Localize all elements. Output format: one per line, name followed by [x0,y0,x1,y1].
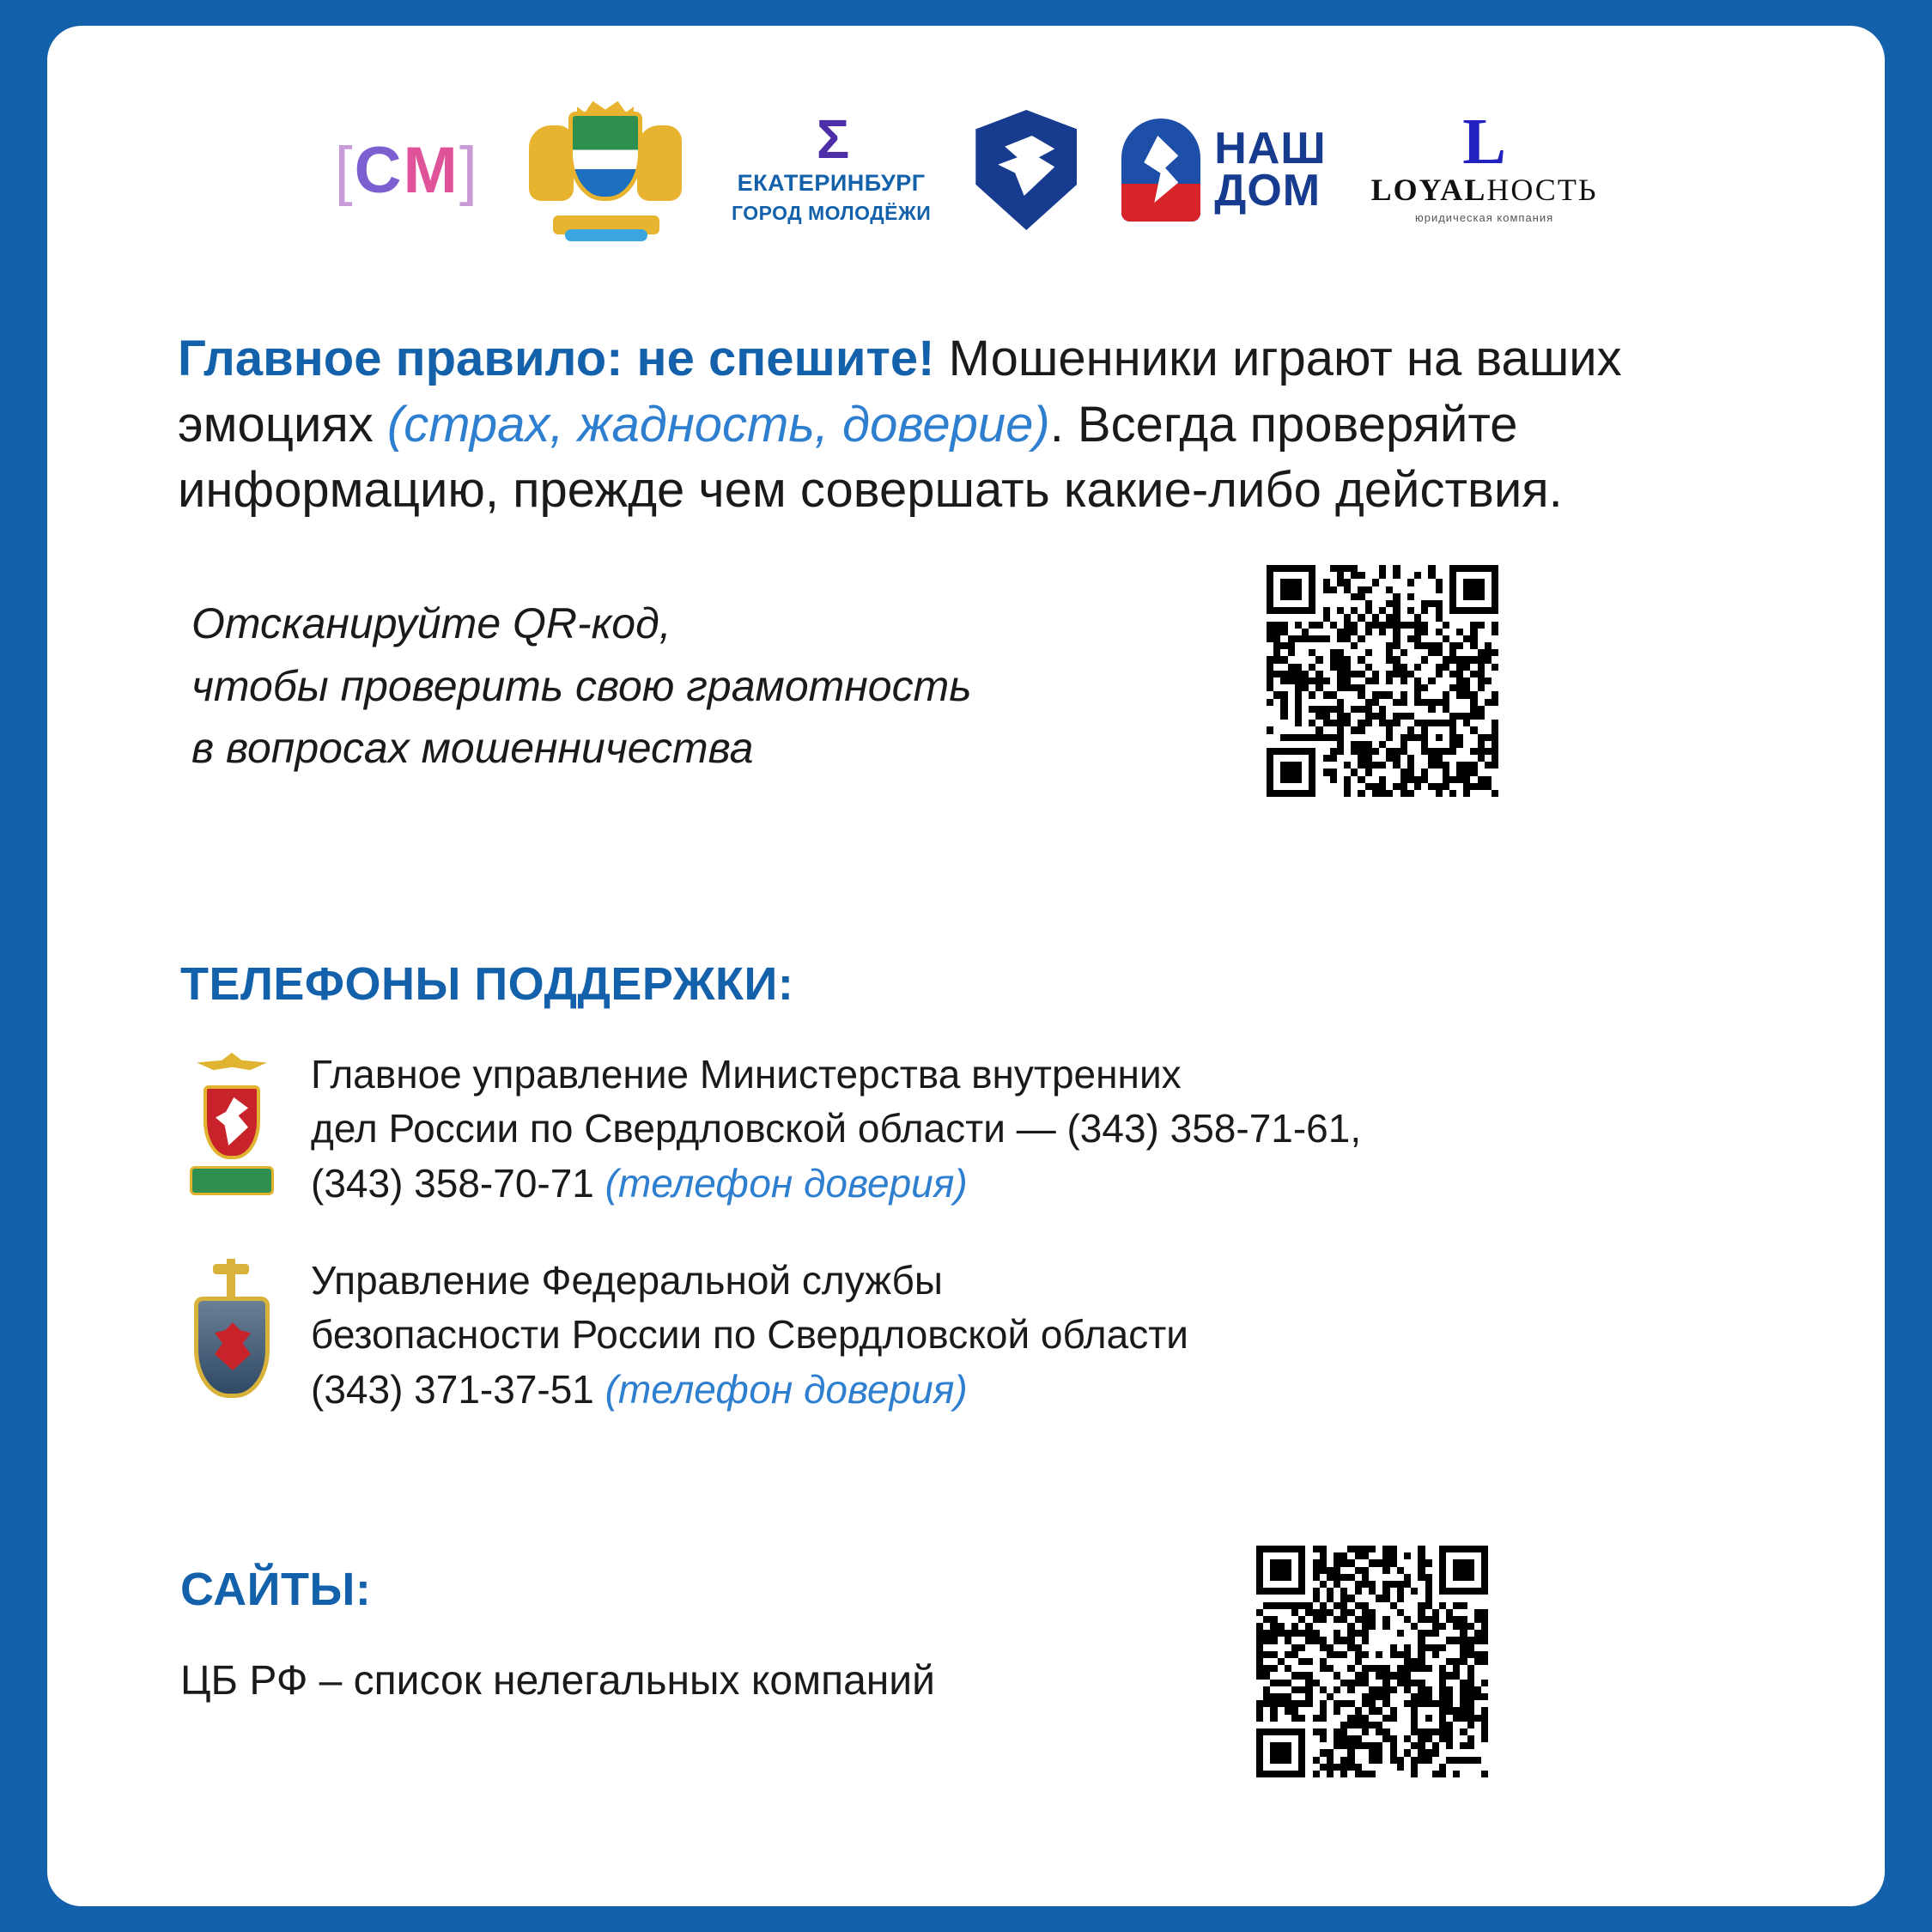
nash-dom-logo [1121,101,1326,239]
partner-logos [47,93,1885,247]
qr-instruction [191,592,1162,780]
qr-code-literacy-test[interactable] [1267,565,1499,798]
fsb-emblem [180,1254,283,1417]
contact-mvd-line1: Главное управление Министерства внутренних [311,1052,1182,1097]
contact-fsb [180,1254,1188,1417]
mvd-emblem [180,1048,283,1211]
ekb-mark: Σ [816,108,847,171]
loyalnost-name-part2: НОСТЬ [1486,172,1598,207]
loyalnost-name-part1: LOYAL [1370,172,1487,207]
nash-dom-line1: НАШ [1214,123,1327,173]
qr-instruction-line3: в вопросах мошенничества [191,724,754,772]
main-paragraph-highlight: Главное правило: не спешите! [178,331,935,386]
ekb-line1: ЕКАТЕРИНБУРГ [737,169,926,196]
contact-fsb-line1: Управление Федеральной службы [311,1258,943,1303]
house-icon [1121,118,1200,222]
poster-card [47,26,1885,1906]
ekaterinburg-coat-of-arms [524,101,687,239]
loyalnost-subtitle: юридическая компания [1414,210,1554,224]
ekaterinburg-city-of-youth-logo [732,101,931,239]
phones-section-title: ТЕЛЕФОНЫ ПОДДЕРЖКИ: [180,958,794,1010]
loyalnost-mark: L [1462,106,1506,179]
contact-fsb-phone: (343) 371-37-51 [311,1366,605,1412]
sites-section-title: САЙТЫ: [180,1564,372,1615]
contact-mvd-phone-note: (телефон доверия) [605,1160,968,1206]
main-paragraph [178,326,1775,524]
ekb-line2: ГОРОД МОЛОДЁЖИ [731,201,932,224]
contact-mvd-line2: дел России по Свердловской области — (343) 358-71-61, [311,1106,1362,1151]
qr-instruction-line2: чтобы проверить свою грамотность [191,661,972,710]
qr-instruction-line1: Отсканируйте QR-код, [191,599,671,647]
main-paragraph-part1: Мошенники играют на ваших эмоциях [178,331,1622,453]
main-paragraph-italic: (страх, жадность, доверие) [386,396,1050,453]
loyalnost-logo [1371,101,1598,239]
qr-code-cbr-illegal-companies[interactable] [1256,1546,1489,1778]
cm-logo: [ C M ] [334,133,479,207]
nash-dom-line2: ДОМ [1214,166,1321,216]
contact-mvd-phone: (343) 358-70-71 [311,1160,605,1206]
contact-fsb-line2: безопасности России по Свердловской области [311,1312,1188,1358]
contact-mvd [180,1048,1361,1211]
contact-fsb-phone-note: (телефон доверия) [605,1366,968,1412]
shield-bird-logo [975,101,1077,239]
main-paragraph-part2: . Всегда проверяйте информацию, прежде чем совершать какие-либо действия. [178,396,1563,519]
site-item-cbr: ЦБ РФ – список нелегальных компаний [180,1658,935,1704]
